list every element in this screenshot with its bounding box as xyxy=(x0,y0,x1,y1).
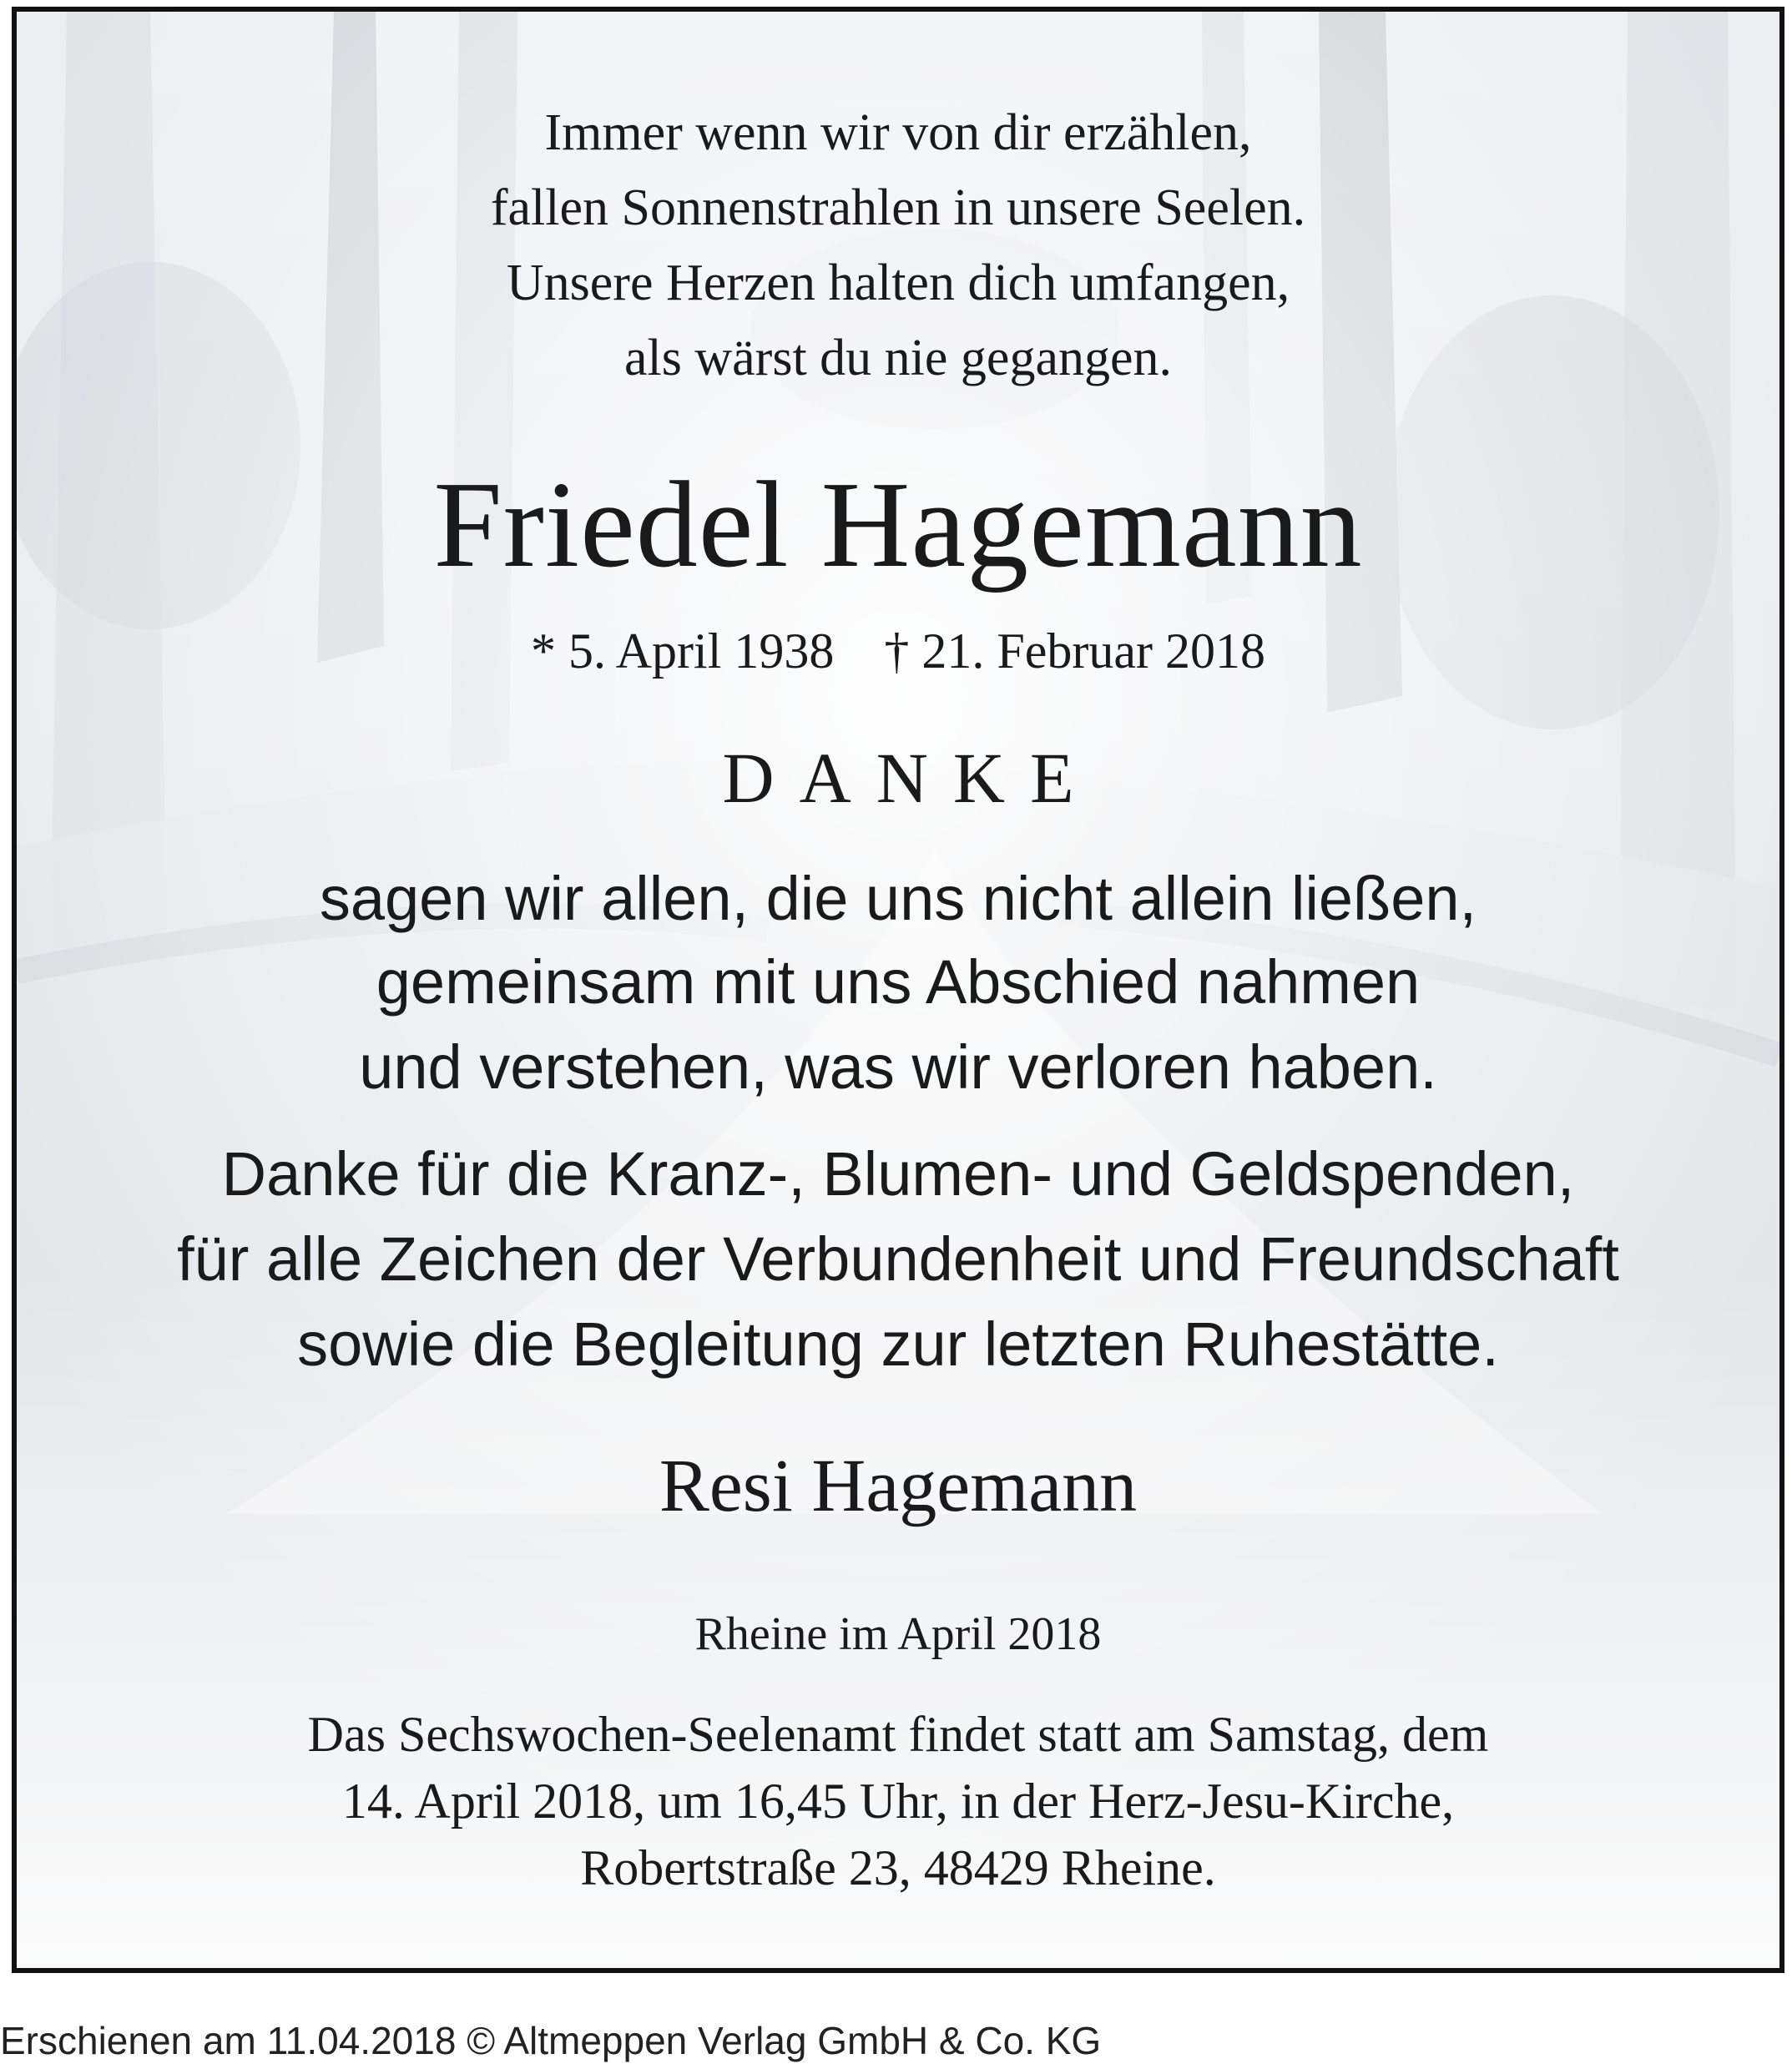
deceased-name: Friedel Hagemann xyxy=(433,457,1363,593)
obituary-card xyxy=(12,7,1784,1973)
poem-line-3: Unsere Herzen halten dich umfangen, xyxy=(506,255,1290,311)
thanks-intro-line-1: sagen wir allen, die uns nicht allein ließen, xyxy=(319,864,1477,933)
obituary-text xyxy=(17,12,1779,1968)
poem-line-4: als wärst du nie gegangen. xyxy=(624,330,1172,386)
service-line-2: 14. April 2018, um 16,45 Uhr, in der Herz-Jesu-Kirche, xyxy=(341,1774,1455,1829)
publication-footer: Erschienen am 11.04.2018 © Altmeppen Verlag GmbH & Co. KG xyxy=(0,2019,1102,2062)
signer-name: Resi Hagemann xyxy=(659,1445,1138,1527)
service-line-3: Robertstraße 23, 48429 Rheine. xyxy=(580,1840,1216,1895)
life-dates: * 5. April 1938 † 21. Februar 2018 xyxy=(531,623,1265,679)
service-line-1: Das Sechswochen-Seelenamt findet statt am Samstag, dem xyxy=(307,1707,1489,1762)
thanks-details-line-1: Danke für die Kranz-, Blumen- und Geldspenden, xyxy=(221,1139,1575,1209)
thanks-details-line-3: sowie die Begleitung zur letzten Ruhestätte. xyxy=(297,1310,1499,1379)
poem-line-1: Immer wenn wir von dir erzählen, xyxy=(544,104,1252,161)
thanks-intro-line-2: gemeinsam mit uns Abschied nahmen xyxy=(376,947,1421,1017)
place-date: Rheine im April 2018 xyxy=(694,1608,1102,1660)
danke-heading: DANKE xyxy=(722,738,1099,818)
poem-line-2: fallen Sonnenstrahlen in unsere Seelen. xyxy=(490,179,1306,236)
thanks-details-line-2: für alle Zeichen der Verbundenheit und Freundschaft xyxy=(177,1224,1619,1294)
thanks-intro-line-3: und verstehen, was wir verloren haben. xyxy=(359,1032,1437,1102)
